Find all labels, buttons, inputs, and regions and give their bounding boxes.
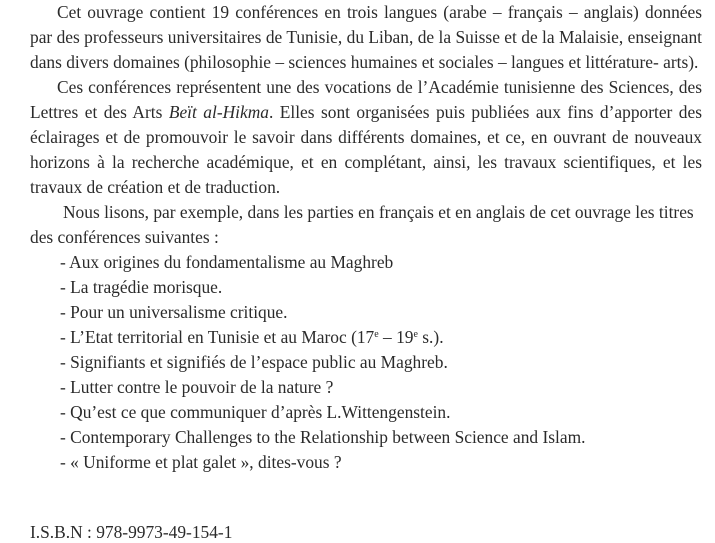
- superscript: e: [413, 329, 418, 340]
- paragraph-vocation-text-start: Ces conférences représentent une des vocations de l’Académie tunisienne des Sciences, des Lettres et des Arts: [30, 77, 702, 122]
- list-item-text: - L’Etat territorial en Tunisie et au Maroc (17: [60, 327, 375, 347]
- paragraph-intro: Cet ouvrage contient 19 conférences en trois langues (arabe – français – anglais) données par des professeurs universitaires de Tunisie, du Liban, de la Suisse et de la Malaisie, enseignant dans divers domaines (philosophie – sciences humaines et sociales – langues et littérature- arts).: [30, 2, 702, 72]
- paragraph-list-intro: Nous lisons, par exemple, dans les parties en français et en anglais de cet ouvrage les titres des conférences suivantes :: [30, 202, 694, 247]
- conference-titles-list: [30, 250, 702, 475]
- list-item-text: s.).: [417, 327, 444, 347]
- list-item: - Contemporary Challenges to the Relationship between Science and Islam.: [60, 427, 586, 447]
- isbn-line: I.S.B.N : 978-9973-49-154-1: [30, 522, 233, 542]
- list-item: - Signifiants et signifiés de l’espace public au Maghreb.: [60, 352, 448, 372]
- paragraph-vocation: [30, 75, 702, 200]
- list-item: - Pour un universalisme critique.: [60, 302, 288, 322]
- list-item: - Aux origines du fondamentalisme au Maghreb: [60, 252, 394, 272]
- institution-name: Beït al-Hikma: [168, 102, 269, 122]
- list-item: - La tragédie morisque.: [60, 277, 223, 297]
- list-item: [60, 325, 702, 350]
- list-item-text: – 19: [378, 327, 414, 347]
- list-item: - Qu’est ce que communiquer d’après L.Wittengenstein.: [60, 402, 451, 422]
- document-body: [30, 0, 702, 475]
- paragraph-vocation-text-end: . Elles sont organisées puis publiées aux fins d’apporter des éclairages et de promouvoir le savoir dans différents domaines, et ce, en ouvrant de nouveaux horizons à la recherche académique, et en complétant, ainsi, les travaux scientifiques, et les travaux de création et de traduction.: [30, 102, 702, 197]
- superscript: e: [374, 329, 379, 340]
- list-item: - Lutter contre le pouvoir de la nature ?: [60, 377, 334, 397]
- list-item: - « Uniforme et plat galet », dites-vous ?: [60, 452, 342, 472]
